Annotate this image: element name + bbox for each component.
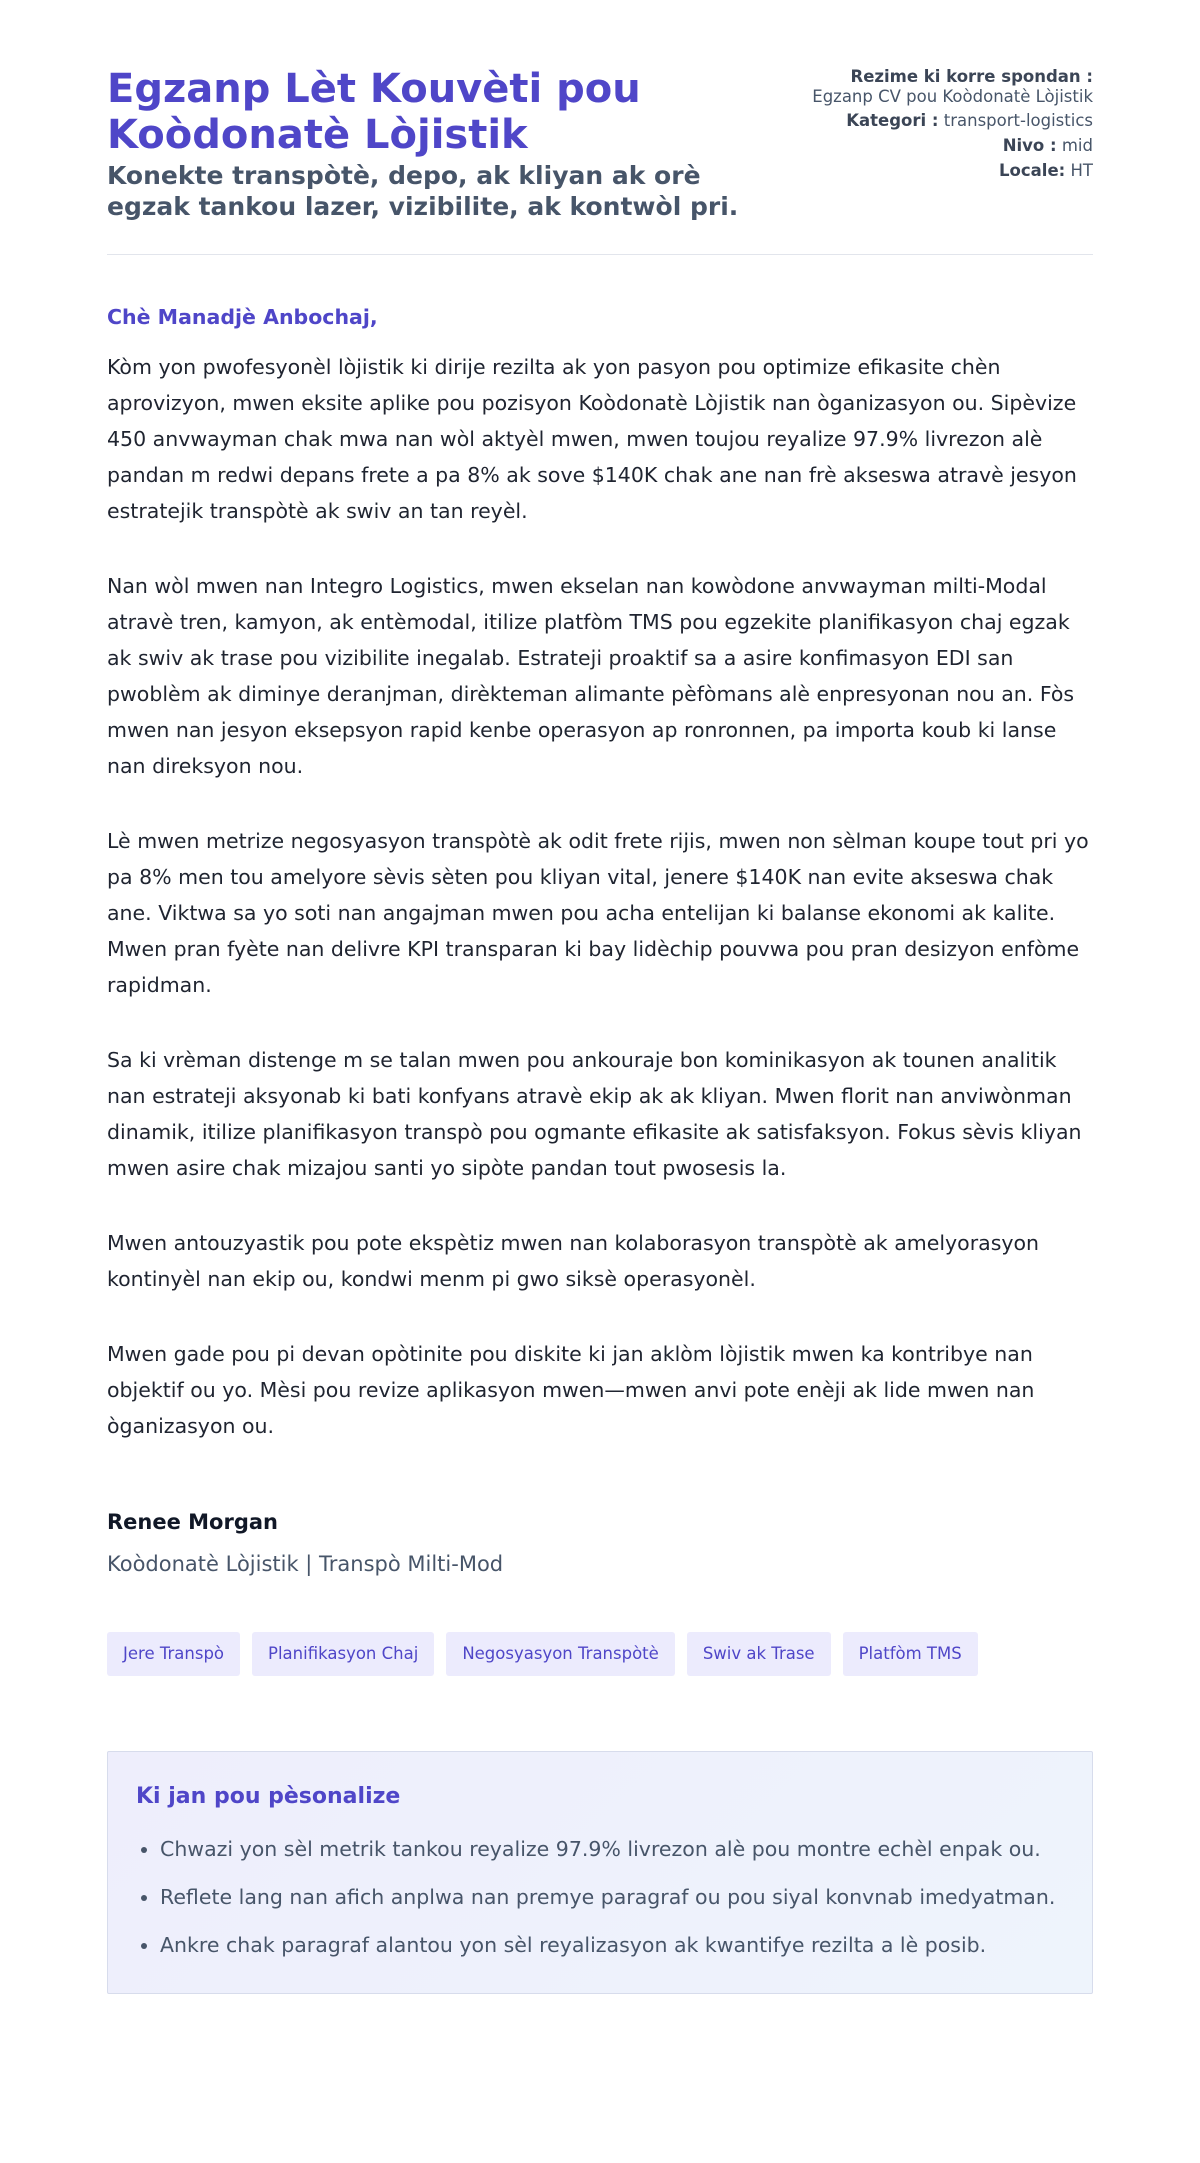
meta-summary-link[interactable]: Egzanp CV pou Koòdonatè Lòjistik [812,87,1093,106]
customize-tips-box [107,1751,1093,1994]
tip-item: • Ankre chak paragraf alantou yon sèl reyalizasyon ak kwantifye rezilta a lè posib. [160,1927,1064,1963]
meta-summary [793,66,1093,107]
tip-item: • Chwazi yon sèl metrik tankou reyalize 97.9% livrezon alè pou montre echèl enpak ou. [160,1831,1064,1867]
meta-locale-label: Locale: [999,161,1066,180]
letter-paragraph: Nan wòl mwen nan Integro Logistics, mwen ekselan nan kowòdone anvwayman milti-Modal atravè tren, kamyon, ak entèmodal, itilize platfòm TMS pou egzekite planifikasyon chaj egzak ak swiv ak trase pou vizibilite inegalab. Estrateji proaktif sa a asire konfimasyon EDI san pwoblèm ak diminye deranjman, dirèkteman alimante pèfòmans alè enpresyonan nou an. Fòs mwen nan jesyon eksepsyon rapid kenbe operasyon ap ronronnen, pa importa koub ki lanse nan direksyon nou. [107,574,1075,778]
skill-tag[interactable]: Planifikasyon Chaj [252,1632,434,1676]
letter-paragraph: Lè mwen metrize negosyasyon transpòtè ak odit frete rijis, mwen non sèlman koupe tout pri yo pa 8% men tou amelyore sèvis sèten pou kliyan vital, jenere $140K nan evite akseswa chak ane. Viktwa sa yo soti nan angajman mwen pou acha entelijan ki balanse ekonomi ak kalite. Mwen pran fyète nan delivre KPI transparan ki bay lidèchip pouvwa pou pran desizyon enfòme rapidman. [107,829,1089,997]
letter-header [107,0,1093,255]
signature [107,1510,1093,1576]
meta-level-label: Nivo : [1002,136,1057,155]
meta-category [793,110,1093,131]
meta-category-label: Kategori : [846,111,939,130]
letter-paragraph: Kòm yon pwofesyonèl lòjistik ki dirije rezilta ak yon pasyon pou optimize efikasite chèn aprovizyon, mwen eksite aplike pou pozisyon Koòdonatè Lòjistik nan òganizasyon ou. Sipèvize 450 anvwayman chak mwa nan wòl aktyèl mwen, mwen toujou reyalize 97.9% livrezon alè pandan m redwi depans frete a pa 8% ak sove $140K chak ane nan frè akseswa atravè jesyon estratejik transpòtè ak swiv an tan reyèl. [107,355,1077,523]
skill-tag[interactable]: Jere Transpò [107,1632,240,1676]
skill-tag[interactable]: Negosyasyon Transpòtè [446,1632,675,1676]
page-title: Egzanp Lèt Kouvèti pou Koòdonatè Lòjistik [107,66,641,158]
page-subtitle: Konekte transpòtè, depo, ak kliyan ak orè egzak tankou lazer, vizibilite, ak kontwòl pri. [107,161,739,221]
skill-tags [107,1632,1093,1676]
tip-item: • Reflete lang nan afich anplwa nan premye paragraf ou pou siyal konvnab imedyatman. [160,1879,1064,1915]
letter-paragraph: Mwen gade pou pi devan opòtinite pou diskite ki jan aklòm lòjistik mwen ka kontribye nan objektif ou yo. Mèsi pou revize aplikasyon mwen—mwen anvi pote enèji ak lide mwen nan òganizasyon ou. [107,1342,1035,1438]
letter-body [107,349,1093,1444]
signature-role: Koòdonatè Lòjistik | Transpò Milti-Mod [107,1552,504,1576]
meta-level [793,135,1093,156]
meta-category-value: transport-logistics [943,111,1093,130]
skill-tag[interactable]: Swiv ak Trase [687,1632,831,1676]
skill-tag[interactable]: Platfòm TMS [843,1632,978,1676]
meta-locale [793,160,1093,181]
letter-paragraph: Mwen antouzyastik pou pote ekspètiz mwen nan kolaborasyon transpòtè ak amelyorasyon kontinyèl nan ekip ou, kondwi menm pi gwo siksè operasyonèl. [107,1231,1040,1291]
salutation: Chè Manadjè Anbochaj, [107,305,378,329]
meta-block [793,66,1093,185]
meta-locale-value: HT [1070,161,1093,180]
tips-list [136,1831,1064,1963]
tips-title: Ki jan pou pèsonalize [136,1784,401,1809]
title-block [107,66,787,222]
signature-name: Renee Morgan [107,1510,278,1534]
meta-level-value: mid [1061,136,1093,155]
letter-paragraph: Sa ki vrèman distenge m se talan mwen pou ankouraje bon kominikasyon ak tounen analitik nan estrateji aksyonab ki bati konfyans atravè ekip ak ak kliyan. Mwen florit nan anviwònman dinamik, itilize planifikasyon transpò pou ogmante efikasite ak satisfaksyon. Fokus sèvis kliyan mwen asire chak mizajou santi yo sipòte pandan tout pwosesis la. [107,1048,1082,1180]
meta-summary-label: Rezime ki korre spondan : [850,67,1093,86]
